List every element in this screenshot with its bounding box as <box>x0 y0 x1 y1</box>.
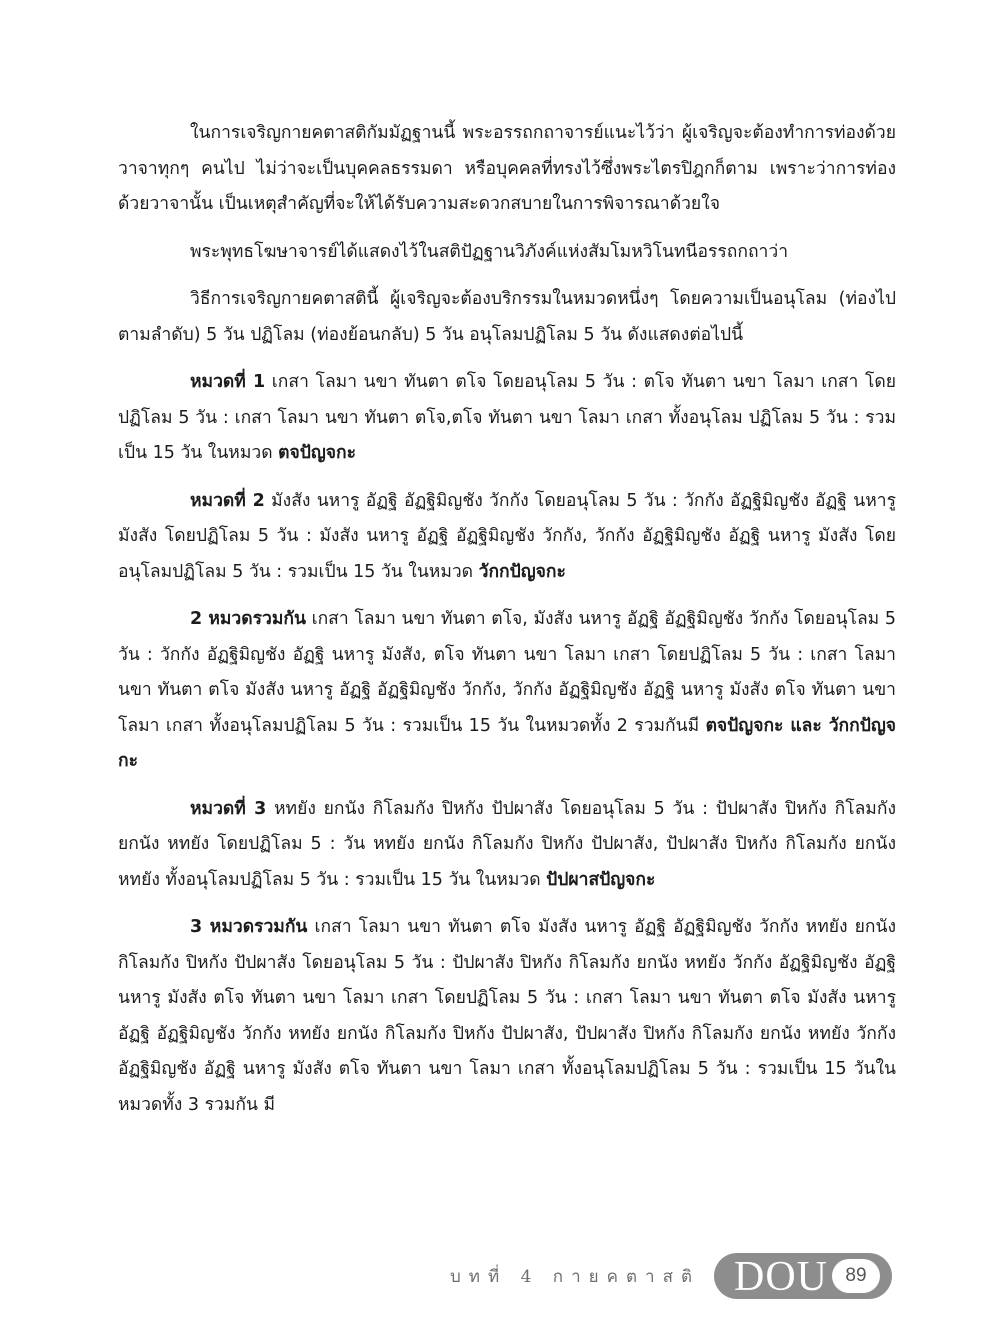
two-groups-body: เกสา โลมา นขา ทันตา ตโจ, มังสัง นหารู อัฏฐิ อัฏฐิมิญชัง วักกัง โดยอนุโลม 5 วัน : วักกัง อัฏฐิมิญชัง อัฏฐิ นหารู มังสัง, ตโจ ทันตา นขา โลมา เกสา โดยปฏิโลม 5 วัน : เกสา โลมา นขา ทันตา ตโจ มังสัง นหารู อัฏฐิ อัฏฐิมิญชัง วักกัง, วักกัง อัฏฐิมิญชัง อัฏฐิ นหารู มังสัง ตโจ ทันตา นขา โลมา เกสา ทั้งอนุโลมปฏิโลม 5 วัน : รวมเป็น 15 วัน ในหมวดทั้ง 2 รวมกันมี <box>118 609 896 736</box>
paragraph-method: วิธีการเจริญกายคตาสตินี้ ผู้เจริญจะต้องบริกรรมในหมวดหนึ่งๆ โดยความเป็นอนุโลม (ท่องไปตามลำดับ) 5 วัน ปฏิโลม (ท่องย้อนกลับ) 5 วัน อนุโลมปฏิโลม 5 วัน ดังแสดงต่อไปนี้ <box>118 289 896 345</box>
paragraph-group-1 <box>118 365 896 472</box>
paragraph-three-groups-combined <box>118 910 896 1123</box>
two-groups-heading: 2 หมวดรวมกัน <box>190 609 306 629</box>
paragraph-two-groups-combined <box>118 602 896 780</box>
group-2-heading: หมวดที่ 2 <box>190 490 265 511</box>
chapter-title: บทที่ 4 กายคตาสติ <box>449 1267 700 1287</box>
three-groups-heading: 3 หมวดรวมกัน <box>190 917 308 937</box>
group-2-name: วักกปัญจกะ <box>478 561 566 582</box>
group-1-heading: หมวดที่ 1 <box>190 372 266 392</box>
dou-logo-text: DOU <box>734 1254 828 1300</box>
paragraph-group-3 <box>118 792 896 899</box>
group-2-body: มังสัง นหารู อัฏฐิ อัฏฐิมิญชัง วักกัง โดยอนุโลม 5 วัน : วักกัง อัฏฐิมิญชัง อัฏฐิ นหารู มังสัง โดยปฏิโลม 5 วัน : มังสัง นหารู อัฏฐิ อัฏฐิมิญชัง วักกัง, วักกัง อัฏฐิมิญชัง อัฏฐิ นหารู มังสัง โดยอนุโลมปฏิโลม 5 วัน : รวมเป็น 15 วัน ในหมวด <box>118 490 896 582</box>
group-3-name: ปัปผาสปัญจกะ <box>546 869 656 890</box>
three-groups-body: เกสา โลมา นขา ทันตา ตโจ มังสัง นหารู อัฏฐิ อัฏฐิมิญชัง วักกัง หทยัง ยกนัง กิโลมกัง ปิหกัง ปัปผาสัง โดยอนุโลม 5 วัน : ปัปผาสัง ปิหกัง กิโลมกัง ยกนัง หทยัง วักกัง อัฏฐิมิญชัง อัฏฐิ นหารู มังสัง ตโจ ทันตา นขา โลมา เกสา โดยปฏิโลม 5 วัน : เกสา โลมา นขา ทันตา ตโจ มังสัง นหารู อัฏฐิ อัฏฐิมิญชัง วักกัง หทยัง ยกนัง กิโลมกัง ปิหกัง ปัปผาสัง, ปัปผาสัง ปิหกัง กิโลมกัง ยกนัง หทยัง วักกัง อัฏฐิมิญชัง อัฏฐิ นหารู มังสัง ตโจ ทันตา นขา โลมา เกสา ทั้งอนุโลมปฏิโลม 5 วัน : รวมเป็น 15 วันในหมวดทั้ง 3 รวมกัน มี <box>118 917 896 1115</box>
group-1-name: ตจปัญจกะ <box>278 443 357 463</box>
page-footer <box>0 1253 1000 1303</box>
two-groups-name: ตจปัญจกะ และ วักกปัญจกะ <box>118 715 896 771</box>
dou-badge <box>714 1253 892 1299</box>
paragraph-group-2 <box>118 484 896 591</box>
group-1-body: เกสา โลมา นขา ทันตา ตโจ โดยอนุโลม 5 วัน : ตโจ ทันตา นขา โลมา เกสา โดยปฏิโลม 5 วัน : เกสา โลมา นขา ทันตา ตโจ,ตโจ ทันตา นขา โลมา เกสา ทั้งอนุโลม ปฏิโลม 5 วัน : รวมเป็น 15 วัน ในหมวด <box>118 372 896 463</box>
page-number: 89 <box>832 1259 880 1293</box>
paragraph-intro: ในการเจริญกายคตาสติกัมมัฏฐานนี้ พระอรรถกถาจารย์แนะไว้ว่า ผู้เจริญจะต้องทำการท่องด้วยวาจาทุกๆ คนไป ไม่ว่าจะเป็นบุคคลธรรมดา หรือบุคคลที่ทรงไว้ซึ่งพระไตรปิฎกก็ตาม เพราะว่าการท่องด้วยวาจานั้น เป็นเหตุสำคัญที่จะให้ได้รับความสะดวกสบายในการพิจารณาด้วยใจ <box>118 123 896 214</box>
page-body <box>118 116 896 1123</box>
paragraph-buddhaghosa: พระพุทธโฆษาจารย์ได้แสดงไว้ในสติปัฏฐานวิภังค์แห่งสัมโมหวิโนทนีอรรถกถาว่า <box>190 241 789 262</box>
group-3-body: หทยัง ยกนัง กิโลมกัง ปิหกัง ปัปผาสัง โดยอนุโลม 5 วัน : ปัปผาสัง ปิหกัง กิโลมกัง ยกนัง หทยัง โดยปฏิโลม 5 : วัน หทยัง ยกนัง กิโลมกัง ปิหกัง ปัปผาสัง, ปัปผาสัง ปิหกัง กิโลมกัง ยกนัง หทยัง ทั้งอนุโลมปฏิโลม 5 วัน : รวมเป็น 15 วัน ในหมวด <box>118 798 896 890</box>
group-3-heading: หมวดที่ 3 <box>190 798 267 819</box>
